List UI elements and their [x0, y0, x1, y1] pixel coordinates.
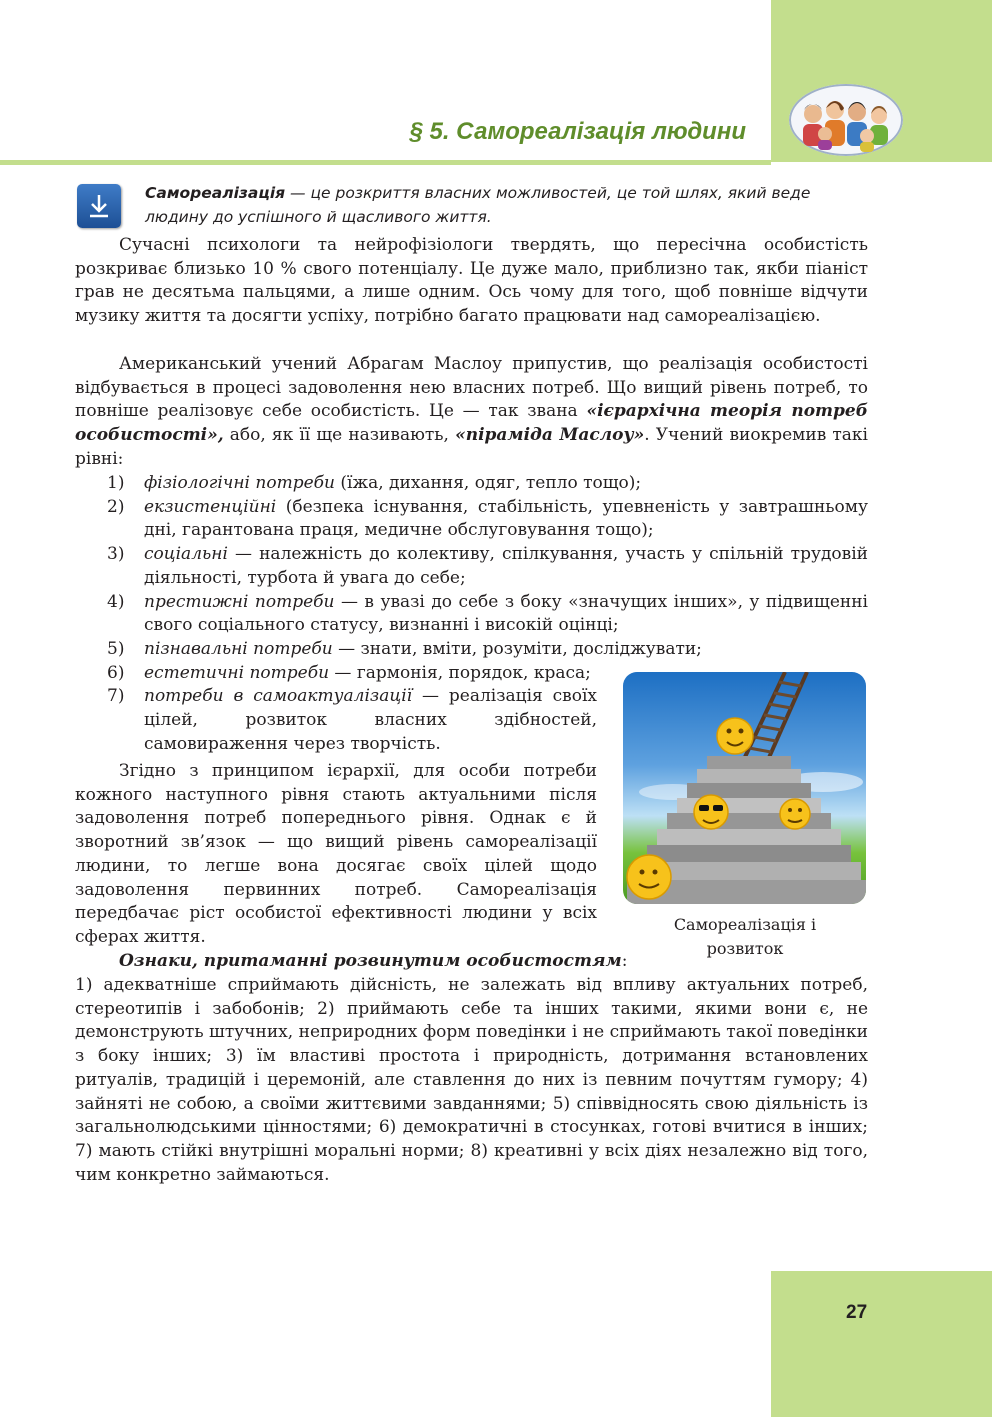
term-maslow-pyramid: «піраміда Маслоу» [455, 425, 645, 446]
list-item: 5) пізнавальні потреби — знати, вміти, розуміти, досліджувати; [107, 638, 702, 659]
list-item: 6) естетичні потреби — гармонія, порядок, краса; [107, 662, 591, 683]
chapter-title: § 5. Самореалізація людини [409, 118, 746, 145]
list-item: 7) потреби в самоактуалізації — реалізація своїх цілей, розвиток власних здібностей, самовираження через творчість. [107, 686, 597, 754]
stairs-illustration [623, 672, 866, 904]
header-illustration [789, 84, 903, 156]
features-heading: Ознаки, притаманні розвинутим особистостям [119, 951, 622, 971]
header-divider [0, 160, 771, 165]
term-hierarchy-theory: «ієрархічна теорія потреб особистості», [75, 401, 868, 446]
paragraph-3: Згідно з принципом ієрархії, для особи потреби кожного наступного рівня стають актуальними після задоволення потреб попереднього рівня. Однак є й зворотний зв’язок — що вищий рівень самореалізації людини, то легше вона досягає своїх цілей щодо задоволення первинних потреб. Самореалізація передбачає ріст особистої ефективності людини у всіх сферах життя. [75, 761, 597, 947]
definition-body: — це розкриття власних можливостей, це той шлях, який веде людину до успішного й щасливого життя. [145, 184, 811, 226]
page-number: 27 [846, 1302, 868, 1323]
paragraph-2 [75, 353, 868, 472]
definition-text [145, 181, 875, 229]
list-item: 1) фізіологічні потреби (їжа, дихання, одяг, тепло тощо); [107, 473, 642, 493]
list-item: 3) соціальні — належність до колективу, спілкування, участь у спільній трудовій діяльності, турбота й увага до себе; [107, 544, 868, 588]
paragraph-4: Ознаки, притаманні розвинутим особистостям: [119, 951, 628, 971]
footer-green-block [771, 1271, 992, 1417]
list-item: 4) престижні потреби — в увазі до себе з боку «значущих інших», у підвищенні свого соціального статусу, визнанні і високій оцінці; [107, 591, 868, 636]
paragraph-1: Сучасні психологи та нейрофізіологи твердять, що пересічна особистість розкриває близько 10 % свого потенціалу. Це дуже мало, приблизно так, якби піаніст грав не десятьма пальцями, а лише одним. Ось чому для того, щоб повніше відчути музику життя та досягти успіху, потрібно багато працювати над самореалізацією. [75, 235, 868, 327]
definition-icon [77, 184, 121, 228]
definition-term: Самореалізація [145, 184, 286, 202]
paragraph-2-mid: або, як її ще називають, [223, 425, 456, 446]
paragraph-2-start: Американський учений Абрагам Маслоу припустив, що реалізація особистості відбувається в процесі задоволення нею власних потреб. Що вищий рівень потреб, то повніше реалізовує себе особистість. Це — так звана [75, 354, 868, 422]
paragraph-5: 1) адекватніше сприймають дійсність, не залежать від впливу актуальних потреб, стереотипів і забобонів; 2) приймають себе та інших такими, якими вони є, не демонструють штучних, неприродних форм поведінки і не сприймають такої поведінки з боку інших; 3) їм властиві простота і природність, дотримання встановлених ритуалів, традицій і церемоній, але ставлення до них із певним почуттям гумору; 4) зайняті не собою, а своїми життєвими завданнями; 5) співвідносять свою діяльність із загальнолюдськими цінностями; 6) демократичні в стосунках, готові вчитися в інших; 7) мають стійкі внутрішні моральні норми; 8) креативні у всіх діях незалежно від того, чим конкретно займаються. [75, 975, 868, 1185]
list-item: 2) екзистенційні (безпека існування, стабільність, упевненість у завтрашньому дні, гарантована праця, медичне обслуговування тощо); [107, 496, 868, 541]
paragraph-2-end: . Учений виокремив такі рівні: [75, 425, 868, 469]
figure-caption: Самореалізація і розвиток [673, 915, 817, 958]
